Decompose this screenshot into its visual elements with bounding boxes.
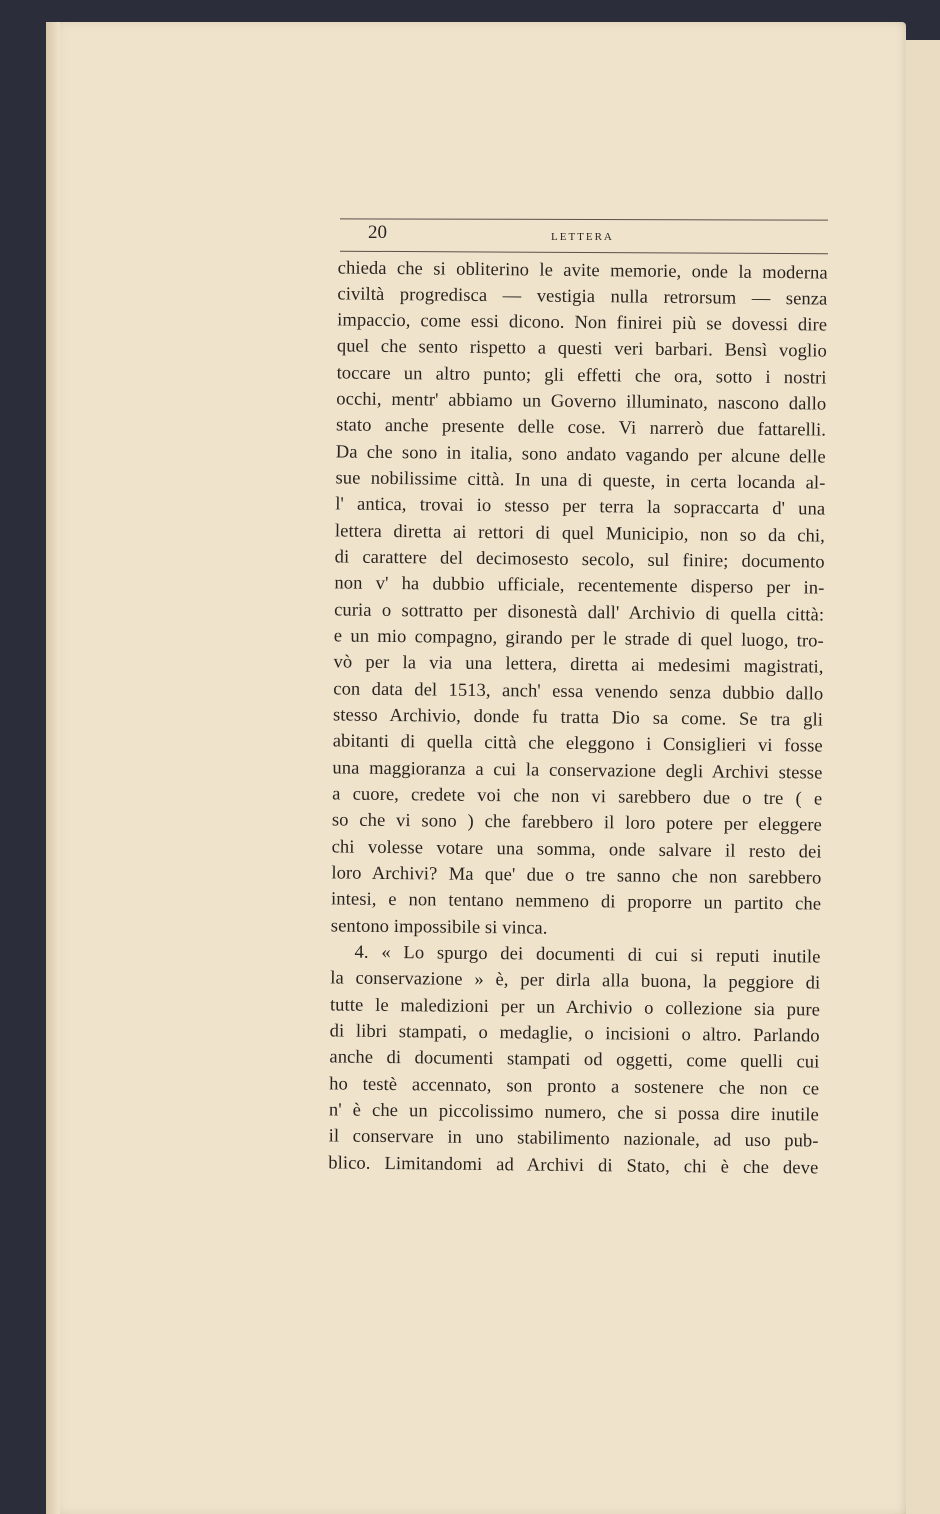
text-line: la conservazione » è, per dirla alla buona, la peggiore di: [330, 968, 821, 994]
text-line: a cuore, credete voi che non vi sarebbero due o tre ( e: [332, 784, 823, 810]
text-line: quel che sento rispetto a questi veri barbari. Bensì voglio: [336, 336, 827, 362]
text-line: con data del 1513, anch' essa venendo senza dubbio dallo: [333, 679, 824, 705]
text-line: abitanti di quella città che eleggono i Consiglieri vi fosse: [332, 731, 823, 757]
text-line: una maggioranza a cui la conservazione degli Archivi stesse: [332, 758, 823, 784]
text-line: lettera diretta ai rettori di quel Municipio, non so da chi,: [334, 521, 826, 547]
text-line: chi volesse votare una somma, onde salvare il resto dei: [331, 837, 822, 863]
text-line: vò per la via una lettera, diretta ai medesimi magistrati,: [333, 652, 824, 678]
page-number: 20: [368, 222, 387, 243]
text-line: so che vi sono ) che farebbero il loro potere per eleggere: [331, 810, 823, 836]
text-line: stesso Archivio, donde fu tratta Dio sa come. Se tra gli: [332, 705, 824, 731]
text-line: loro Archivi? Ma que' due o tre sanno che non sarebbero: [331, 863, 822, 889]
text-line: di carattere del decimosesto secolo, sul finire; documento: [334, 547, 825, 573]
text-line: di libri stampati, o medaglie, o incisioni o altro. Parlando: [329, 1021, 820, 1047]
text-line: intesi, e non tentano nemmeno di proporre un partito che: [331, 889, 822, 915]
text-line: e un mio compagno, girando per le strade di quel luogo, tro-: [333, 626, 824, 652]
text-line: l' antica, trovai io stesso per terra la sopraccarta d' una: [335, 494, 826, 520]
text-line: anche di documenti stampati od oggetti, come quelli cui: [329, 1047, 820, 1073]
paragraph-start: 4. « Lo spurgo dei documenti di cui si reputi inutile: [354, 942, 821, 968]
text-line: non v' ha dubbio ufficiale, recentemente disperso per in-: [334, 573, 825, 599]
text-line: toccare un altro punto; gli effetti che ora, sotto i nostri: [336, 363, 827, 389]
text-line: il conservare in uno stabilimento nazionale, ad uso pub-: [328, 1126, 819, 1152]
text-line: occhi, mentr' abbiamo un Governo illuminato, nascono dallo: [336, 389, 827, 415]
text-line: blico. Limitandomi ad Archivi di Stato, chi è che deve: [328, 1153, 819, 1179]
text-line: chieda che si obliterino le avite memorie, onde la moderna: [337, 258, 828, 284]
text-line: impaccio, come essi dicono. Non finirei più se dovessi dire: [337, 310, 828, 336]
text-line: sue nobilissime città. In una di queste, in certa locanda al-: [335, 468, 826, 494]
text-line: n' è che un piccolissimo numero, che si possa dire inutile: [328, 1100, 819, 1126]
text-line: stato anche presente delle cose. Vi narrerò due fattarelli.: [335, 415, 827, 441]
text-line: Da che sono in italia, sono andato vagando per alcune delle: [335, 442, 826, 468]
text-line: civiltà progredisca — vestigia nulla retrorsum — senza: [337, 284, 828, 310]
text-line: ho testè accennato, son pronto a sostenere che non ce: [329, 1074, 820, 1100]
running-title: LETTERA: [551, 231, 614, 243]
text-line: sentono impossibile si vinca.: [330, 916, 548, 939]
text-line: tutte le maledizioni per un Archivio o collezione sia pure: [329, 995, 821, 1021]
text-line: curia o sottratto per disonestà dall' Archivio di quella città:: [334, 600, 825, 626]
